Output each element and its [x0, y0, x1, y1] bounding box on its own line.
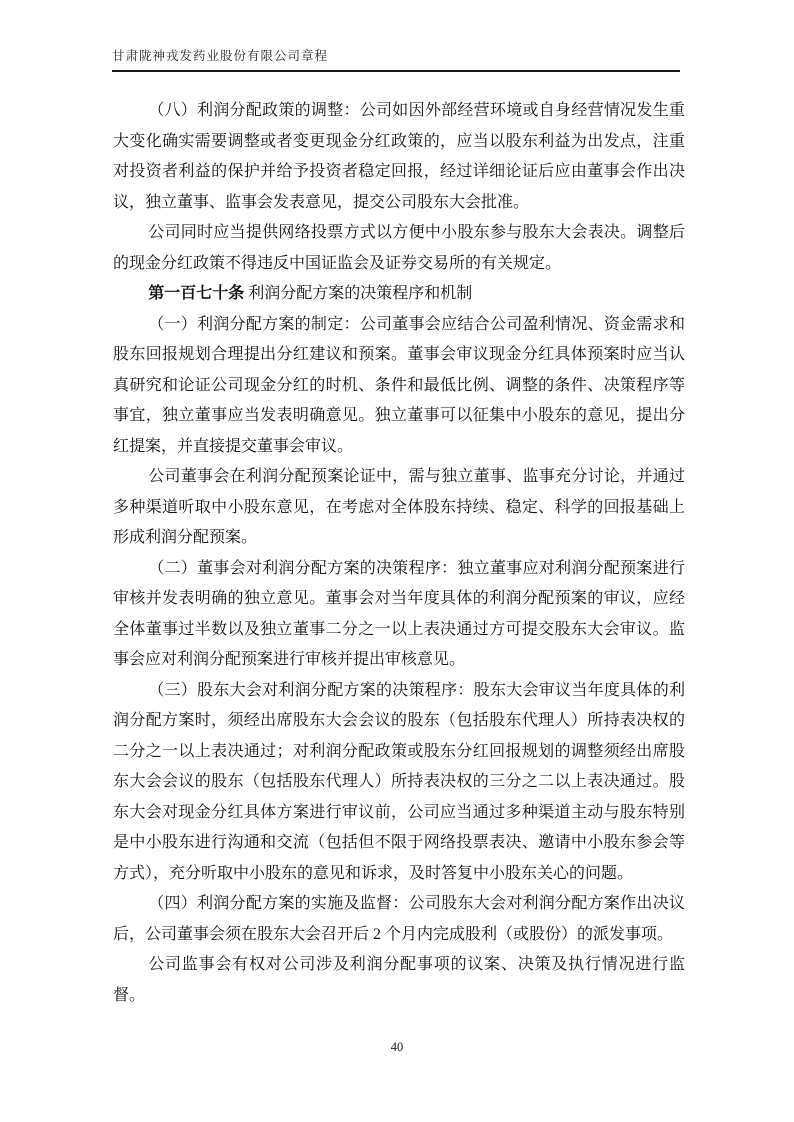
article-title: 利润分配方案的决策程序和机制	[248, 285, 473, 302]
page-number: 40	[390, 1040, 404, 1054]
paragraph: （三）股东大会对利润分配方案的决策程序：股东大会审议当年度具体的利润分配方案时，须经出席股东大会会议的股东（包括股东代理人）所持表决权的二分之一以上表决通过；对利润分配政策或股东分红回报规划的调整须经出席股东大会会议的股东（包括股东代理人）所持表决权的三分之二以上表决通过。股东大会对现金分红具体方案进行审议前，公司应当通过多种渠道主动与股东特别是中小股东进行沟通和交流（包括但不限于网络投票表决、邀请中小股东参会等方式），充分听取中小股东的意见和诉求，及时答复中小股东关心的问题。	[113, 681, 685, 882]
page-header	[112, 46, 680, 72]
document-body	[113, 96, 685, 1011]
article-heading	[113, 279, 685, 310]
paragraph: 公司同时应当提供网络投票方式以方便中小股东参与股东大会表决。调整后的现金分红政策不得违反中国证监会及证券交易所的有关规定。	[113, 224, 685, 272]
paragraph: 公司监事会有权对公司涉及利润分配事项的议案、决策及执行情况进行监督。	[113, 956, 685, 1004]
paragraph: （四）利润分配方案的实施及监督：公司股东大会对利润分配方案作出决议后，公司董事会须在股东大会召开后 2 个月内完成股利（或股份）的派发事项。	[113, 895, 685, 943]
paragraph: （二）董事会对利润分配方案的决策程序：独立董事应对利润分配预案进行审核并发表明确的独立意见。董事会对当年度具体的利润分配预案的审议，应经全体董事过半数以及独立董事二分之一以上表决通过方可提交股东大会审议。监事会应对利润分配预案进行审核并提出审核意见。	[113, 559, 685, 668]
header-rule	[112, 70, 680, 72]
paragraph: 公司董事会在利润分配预案论证中，需与独立董事、监事充分讨论，并通过多种渠道听取中小股东意见，在考虑对全体股东持续、稳定、科学的回报基础上形成利润分配预案。	[113, 468, 685, 546]
paragraph: （八）利润分配政策的调整：公司如因外部经营环境或自身经营情况发生重大变化确实需要调整或者变更现金分红政策的，应当以股东利益为出发点，注重对投资者利益的保护并给予投资者稳定回报，经过详细论证后应由董事会作出决议，独立董事、监事会发表意见，提交公司股东大会批准。	[113, 102, 685, 211]
paragraph: （一）利润分配方案的制定：公司董事会应结合公司盈利情况、资金需求和股东回报规划合理提出分红建议和预案。董事会审议现金分红具体预案时应当认真研究和论证公司现金分红的时机、条件和最低比例、调整的条件、决策程序等事宜，独立董事应当发表明确意见。独立董事可以征集中小股东的意见，提出分红提案，并直接提交董事会审议。	[113, 315, 685, 455]
page-footer	[0, 1040, 794, 1055]
header-title: 甘肃陇神戎发药业股份有限公司章程	[112, 49, 329, 63]
article-number: 第一百七十条	[148, 285, 245, 302]
